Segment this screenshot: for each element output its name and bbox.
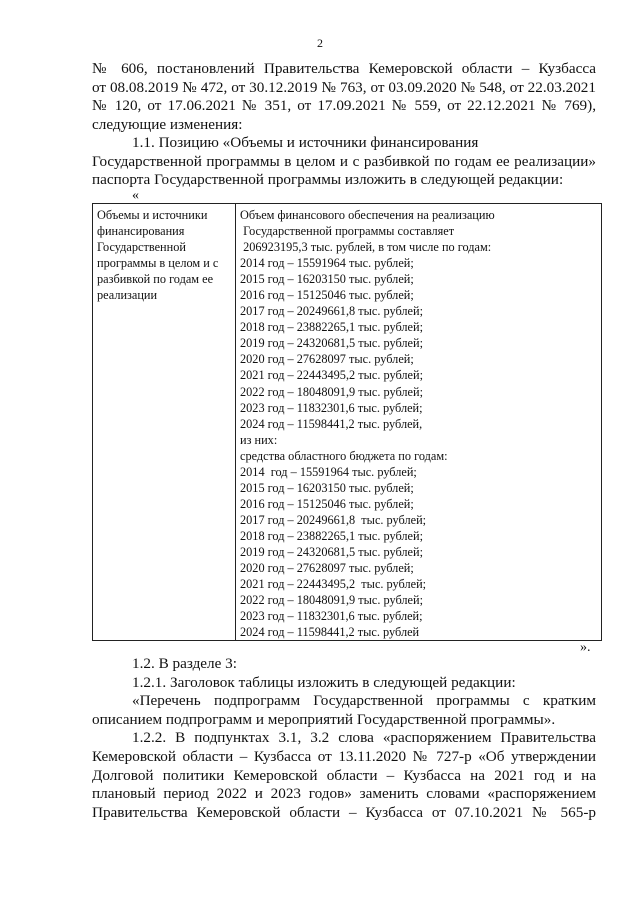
item-1-2-1: 1.2.1. Заголовок таблицы изложить в следующей редакции: [132, 673, 516, 691]
title-quote-line: описанием подпрограмм и мероприятий Государственной программы». [92, 710, 556, 728]
closing-quote: ». [580, 640, 591, 655]
item-1-2: 1.2. В разделе 3: [132, 655, 237, 672]
table-line: 2019 год – 24320681,5 тыс. рублей; [240, 336, 423, 351]
table-line: 2024 год – 11598441,2 тыс. рублей [240, 625, 420, 640]
item-1-2-2-line: 1.2.2. В подпунктах 3.1, 3.2 слова «распоряжением Правительства [132, 729, 596, 747]
text-line: следующие изменения: [92, 115, 243, 133]
table-line: 2023 год – 11832301,6 тыс. рублей; [240, 609, 423, 624]
table-line: 2015 год – 16203150 тыс. рублей; [240, 272, 414, 287]
item-1-2-2-line: Правительства Кемеровской области – Кузбасса от 07.10.2021 № 565-р [92, 803, 596, 821]
table-line: 2023 год – 11832301,6 тыс. рублей; [240, 400, 423, 415]
page-number: 2 [317, 36, 323, 50]
item-1-2-2-line: Кемеровской области – Кузбасса от 13.11.2020 № 727-р «Об утверждении [92, 747, 596, 765]
title-quote-line: «Перечень подпрограмм Государственной программы с кратким [132, 692, 596, 710]
table-line: 2022 год – 18048091,9 тыс. рублей; [240, 593, 423, 608]
table-line: 2019 год – 24320681,5 тыс. рублей; [240, 544, 423, 559]
table-line: средства областного бюджета по годам: [240, 448, 448, 463]
table-line: 2017 год – 20249661,8 тыс. рублей; [240, 512, 427, 527]
table-line: 2024 год – 11598441,2 тыс. рублей, [240, 416, 423, 431]
item-1-2-2-line: Долговой политики Кемеровской области – Кузбасса на 2021 год и на [92, 766, 596, 784]
table-line: 2020 год – 27628097 тыс. рублей; [240, 352, 414, 367]
table-line: 2014 год – 15591964 тыс. рублей; [240, 464, 417, 479]
table-line: 2021 год – 22443495,2 тыс. рублей; [240, 368, 423, 383]
item-1-1-paragraph [92, 134, 596, 190]
table-line: 2014 год – 15591964 тыс. рублей; [240, 256, 414, 271]
text-line: Государственной программы в целом и с разбивкой по годам ее реализации» [92, 152, 596, 170]
table-row-label: Объемы и источники финансирования Государственной программы в целом и с разбивкой по годам ее реализации [93, 204, 236, 641]
table-line: 2021 год – 22443495,2 тыс. рублей; [240, 577, 427, 592]
table-row-value [236, 204, 602, 641]
item-1-2-2-line: плановый период 2022 и 2023 годов» заменить словами «распоряжением [92, 785, 596, 803]
passport-table [92, 203, 602, 641]
table-line: 2016 год – 15125046 тыс. рублей; [240, 288, 414, 303]
table-line: 2020 год – 27628097 тыс. рублей; [240, 561, 414, 576]
table-line: Государственной программы составляет [240, 224, 455, 239]
table-line: из них: [240, 432, 278, 447]
table-line: 206923195,3 тыс. рублей, в том числе по годам: [240, 240, 492, 255]
table-line: 2018 год – 23882265,1 тыс. рублей; [240, 320, 423, 335]
section-3-paragraphs [92, 655, 596, 822]
table-line: 2015 год – 16203150 тыс. рублей; [240, 480, 414, 495]
table-line: Объем финансового обеспечения на реализацию [240, 208, 495, 222]
table-line: 2016 год – 15125046 тыс. рублей; [240, 496, 414, 511]
text-line: паспорта Государственной программы изложить в следующей редакции: [92, 171, 564, 189]
table-line: 2022 год – 18048091,9 тыс. рублей; [240, 384, 423, 399]
opening-quote: « [132, 188, 139, 203]
intro-paragraph [92, 60, 596, 134]
table-line: 2018 год – 23882265,1 тыс. рублей; [240, 528, 423, 543]
text-line: № 120, от 17.06.2021 № 351, от 17.09.2021 № 559, от 22.12.2021 № 769), [92, 97, 596, 115]
text-line: 1.1. Позицию «Объемы и источники финансирования [132, 134, 479, 151]
table-line: 2017 год – 20249661,8 тыс. рублей; [240, 304, 423, 319]
text-line: № 606, постановлений Правительства Кемеровской области – Кузбасса [92, 60, 596, 77]
text-line: от 08.08.2019 № 472, от 30.12.2019 № 763, от 03.09.2020 № 548, от 22.03.2021 [92, 78, 596, 96]
